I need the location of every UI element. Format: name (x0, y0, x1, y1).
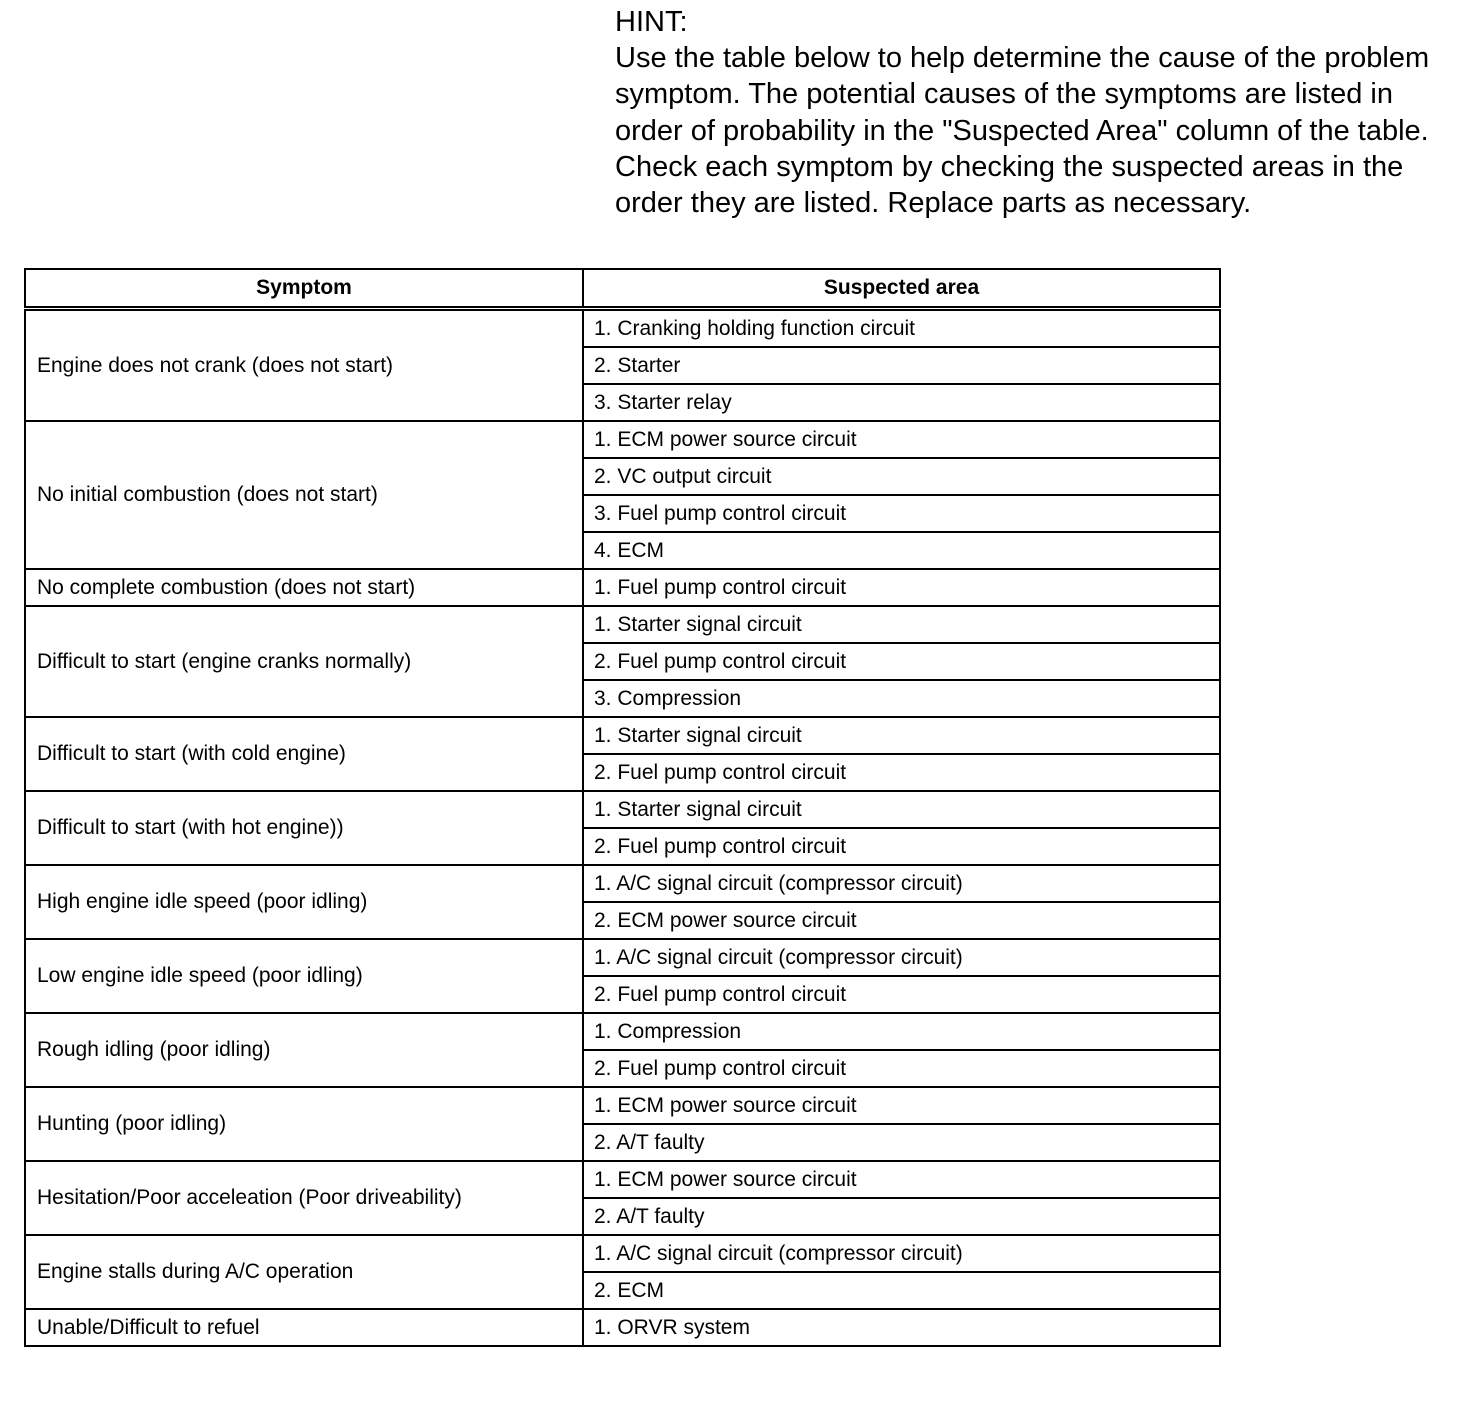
suspected-area-cell: 1. A/C signal circuit (compressor circuit) (583, 1235, 1220, 1272)
symptom-cell: No initial combustion (does not start) (25, 421, 583, 569)
suspected-area-cell: 1. Cranking holding function circuit (583, 309, 1220, 348)
symptom-cell: Unable/Difficult to refuel (25, 1309, 583, 1346)
suspected-area-column-header: Suspected area (583, 269, 1220, 309)
suspected-area-cell: 2. Fuel pump control circuit (583, 1050, 1220, 1087)
symptom-cell: Hunting (poor idling) (25, 1087, 583, 1161)
symptom-cell: Engine does not crank (does not start) (25, 309, 583, 422)
suspected-area-cell: 1. ECM power source circuit (583, 1087, 1220, 1124)
table-row (25, 1161, 1220, 1198)
suspected-area-cell: 2. Fuel pump control circuit (583, 828, 1220, 865)
suspected-area-cell: 2. ECM (583, 1272, 1220, 1309)
symptom-table (24, 268, 1221, 1347)
table-row (25, 939, 1220, 976)
symptom-cell: No complete combustion (does not start) (25, 569, 583, 606)
table-row (25, 569, 1220, 606)
suspected-area-cell: 2. A/T faulty (583, 1124, 1220, 1161)
suspected-area-cell: 2. VC output circuit (583, 458, 1220, 495)
table-row (25, 1087, 1220, 1124)
suspected-area-cell: 1. Starter signal circuit (583, 717, 1220, 754)
table-row (25, 309, 1220, 348)
symptom-cell: Rough idling (poor idling) (25, 1013, 583, 1087)
symptom-column-header: Symptom (25, 269, 583, 309)
suspected-area-cell: 1. Starter signal circuit (583, 791, 1220, 828)
hint-text: Use the table below to help determine the cause of the problem symptom. The potential causes of the symptoms are listed in order of probability in the "Suspected Area" column of the table. Check each symptom by checking the suspected areas in the order they are listed. Replace parts as necessary. (615, 42, 1430, 220)
suspected-area-cell: 3. Starter relay (583, 384, 1220, 421)
suspected-area-cell: 1. ORVR system (583, 1309, 1220, 1346)
table-row (25, 865, 1220, 902)
table-row (25, 606, 1220, 643)
suspected-area-cell: 2. Starter (583, 347, 1220, 384)
suspected-area-cell: 2. A/T faulty (583, 1198, 1220, 1235)
suspected-area-cell: 4. ECM (583, 532, 1220, 569)
suspected-area-cell: 1. ECM power source circuit (583, 1161, 1220, 1198)
suspected-area-cell: 3. Compression (583, 680, 1220, 717)
table-row (25, 1235, 1220, 1272)
table-body (25, 309, 1220, 1347)
symptom-cell: Hesitation/Poor acceleation (Poor driveability) (25, 1161, 583, 1235)
suspected-area-cell: 1. Compression (583, 1013, 1220, 1050)
table-header-row (25, 269, 1220, 309)
table-row (25, 421, 1220, 458)
suspected-area-cell: 3. Fuel pump control circuit (583, 495, 1220, 532)
table-row (25, 717, 1220, 754)
suspected-area-cell: 2. ECM power source circuit (583, 902, 1220, 939)
suspected-area-cell: 1. Starter signal circuit (583, 606, 1220, 643)
symptom-cell: Difficult to start (with hot engine)) (25, 791, 583, 865)
symptom-cell: High engine idle speed (poor idling) (25, 865, 583, 939)
suspected-area-cell: 1. A/C signal circuit (compressor circuit) (583, 865, 1220, 902)
suspected-area-cell: 1. A/C signal circuit (compressor circuit) (583, 939, 1220, 976)
table-row (25, 1309, 1220, 1346)
suspected-area-cell: 1. ECM power source circuit (583, 421, 1220, 458)
suspected-area-cell: 1. Fuel pump control circuit (583, 569, 1220, 606)
symptom-cell: Difficult to start (engine cranks normally) (25, 606, 583, 717)
hint-block (615, 4, 1460, 221)
suspected-area-cell: 2. Fuel pump control circuit (583, 976, 1220, 1013)
symptom-cell: Low engine idle speed (poor idling) (25, 939, 583, 1013)
hint-title: HINT: (615, 6, 688, 38)
suspected-area-cell: 2. Fuel pump control circuit (583, 754, 1220, 791)
table-row (25, 1013, 1220, 1050)
symptom-cell: Difficult to start (with cold engine) (25, 717, 583, 791)
table-row (25, 791, 1220, 828)
symptom-cell: Engine stalls during A/C operation (25, 1235, 583, 1309)
suspected-area-cell: 2. Fuel pump control circuit (583, 643, 1220, 680)
